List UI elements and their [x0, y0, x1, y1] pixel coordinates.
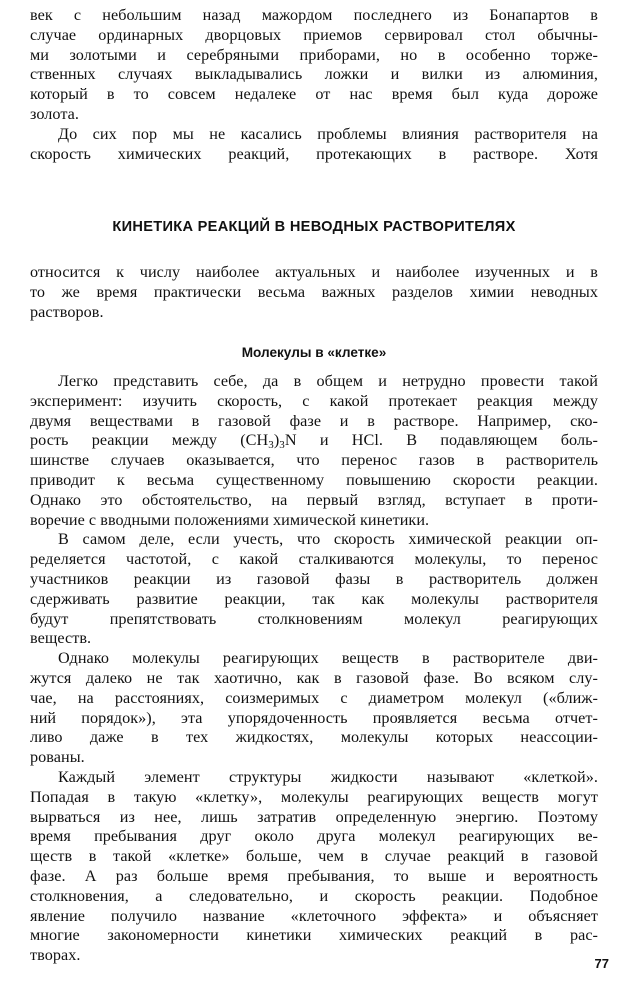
text-line: золота.: [30, 104, 79, 123]
text-line: ний порядок»), эта упорядоченность проявляется весьма отчет-: [30, 708, 598, 727]
text-line: ственных случаях выкладывались ложки и вилки из алюминия,: [30, 65, 598, 84]
text-line: чае, на расстояниях, соизмеримых с диаметром молекул («ближ-: [30, 688, 598, 707]
text-line: двумя веществами в газовой фазе и в растворе. Например, ско-: [30, 411, 598, 430]
text-line: будут препятствовать столкновениям молекул реагирующих: [30, 609, 598, 628]
text-fragment: рость реакции между: [30, 431, 217, 450]
middle-paragraph: [30, 263, 598, 322]
chemical-formula: $(CH_3)_3N$: [240, 431, 297, 452]
text-line: Каждый элемент структуры жидкости называют «клеткой».: [58, 767, 598, 786]
text-line: веществ.: [30, 629, 92, 648]
text-line: ределяется частотой, с какой сталкиваются молекулы, то перенос: [30, 550, 598, 569]
text-line: явление получило название «клеточного эффекта» и объясняет: [30, 906, 598, 925]
text-line: многие закономерности кинетики химических реакций в рас-: [30, 926, 598, 945]
text-line: скорость химических реакций, протекающих в растворе. Хотя: [30, 144, 598, 163]
chapter-heading: КИНЕТИКА РЕАКЦИЙ В НЕВОДНЫХ РАСТВОРИТЕЛЯХ: [112, 219, 516, 235]
text-line: До сих пор мы не касались проблемы влияния растворителя на: [58, 124, 598, 143]
text-line: век с небольшим назад мажордом последнего из Бонапартов в: [30, 6, 598, 24]
text-line: ми золотыми и серебряными приборами, но в особенно торже-: [30, 45, 598, 64]
text-line: шинстве случаев оказывается, что перенос газов в растворитель: [30, 451, 598, 470]
text-line: приводит к весьма существенному повышению скорости реакции.: [30, 470, 598, 489]
text-line: то же время практически весьма важных разделов химии неводных: [30, 282, 598, 301]
text-line: жутся далеко не так хаотично, как в газовой фазе. Во всяком слу-: [30, 668, 598, 687]
section-heading: Молекулы в «клетке»: [241, 345, 387, 360]
page-number: 77: [594, 956, 609, 971]
chemical-formula-hcl: HCl.: [351, 431, 384, 450]
text-line: растворов.: [30, 302, 104, 321]
text-line: вырваться из нее, лишь затратив определенную энергию. Поэтому: [30, 807, 598, 826]
text-line: случае ординарных дворцовых приемов сервировал стол обычны-: [30, 25, 598, 44]
text-line: Легко представить себе, да в общем и нетрудно провести такой: [58, 372, 598, 390]
text-line: ществ в такой «клетке» больше, чем в случае реакций в газовой: [30, 847, 598, 866]
text-line: В самом деле, если учесть, что скорость химической реакции оп-: [58, 530, 598, 549]
text-line: рованы.: [30, 748, 85, 767]
text-line: Однако молекулы реагирующих веществ в растворителе дви-: [58, 649, 598, 668]
text-line: который в то совсем недалеке от нас время был куда дороже: [30, 85, 598, 104]
text-line: Однако это обстоятельство, на первый взгляд, вступает в проти-: [30, 490, 598, 509]
text-line: фазе. А раз больше время пребывания, то выше и вероятность: [30, 866, 598, 885]
main-text: [30, 372, 598, 966]
text-fragment: В подавляющем боль-: [406, 431, 598, 450]
top-paragraphs: [30, 6, 598, 164]
text-line: столкновения, а следовательно, и скорость реакции. Подобное: [30, 886, 598, 905]
text-line: относится к числу наиболее актуальных и наиболее изученных и в: [30, 263, 598, 281]
text-line: Попадая в такую «клетку», молекулы реагирующих веществ могут: [30, 787, 598, 806]
formula-line: рость реакции между $(CH_3)_3N$ и HCl. В подавляющем боль-: [30, 431, 598, 452]
text-line: воречие с вводными положениями химической кинетики.: [30, 510, 430, 529]
text-line: эксперимент: изучить скорость, с какой протекает реакция между: [30, 391, 598, 410]
text-line: творах.: [30, 946, 81, 965]
text-line: время пребывания друг около друга молекул реагирующих ве-: [30, 827, 598, 846]
text-line: ливо даже в тех жидкостях, молекулы которых неассоции-: [30, 728, 598, 747]
text-line: участников реакции из газовой фазы в растворитель должен: [30, 569, 598, 588]
text-line: сдерживать развитие реакции, так как молекулы растворителя: [30, 589, 598, 608]
